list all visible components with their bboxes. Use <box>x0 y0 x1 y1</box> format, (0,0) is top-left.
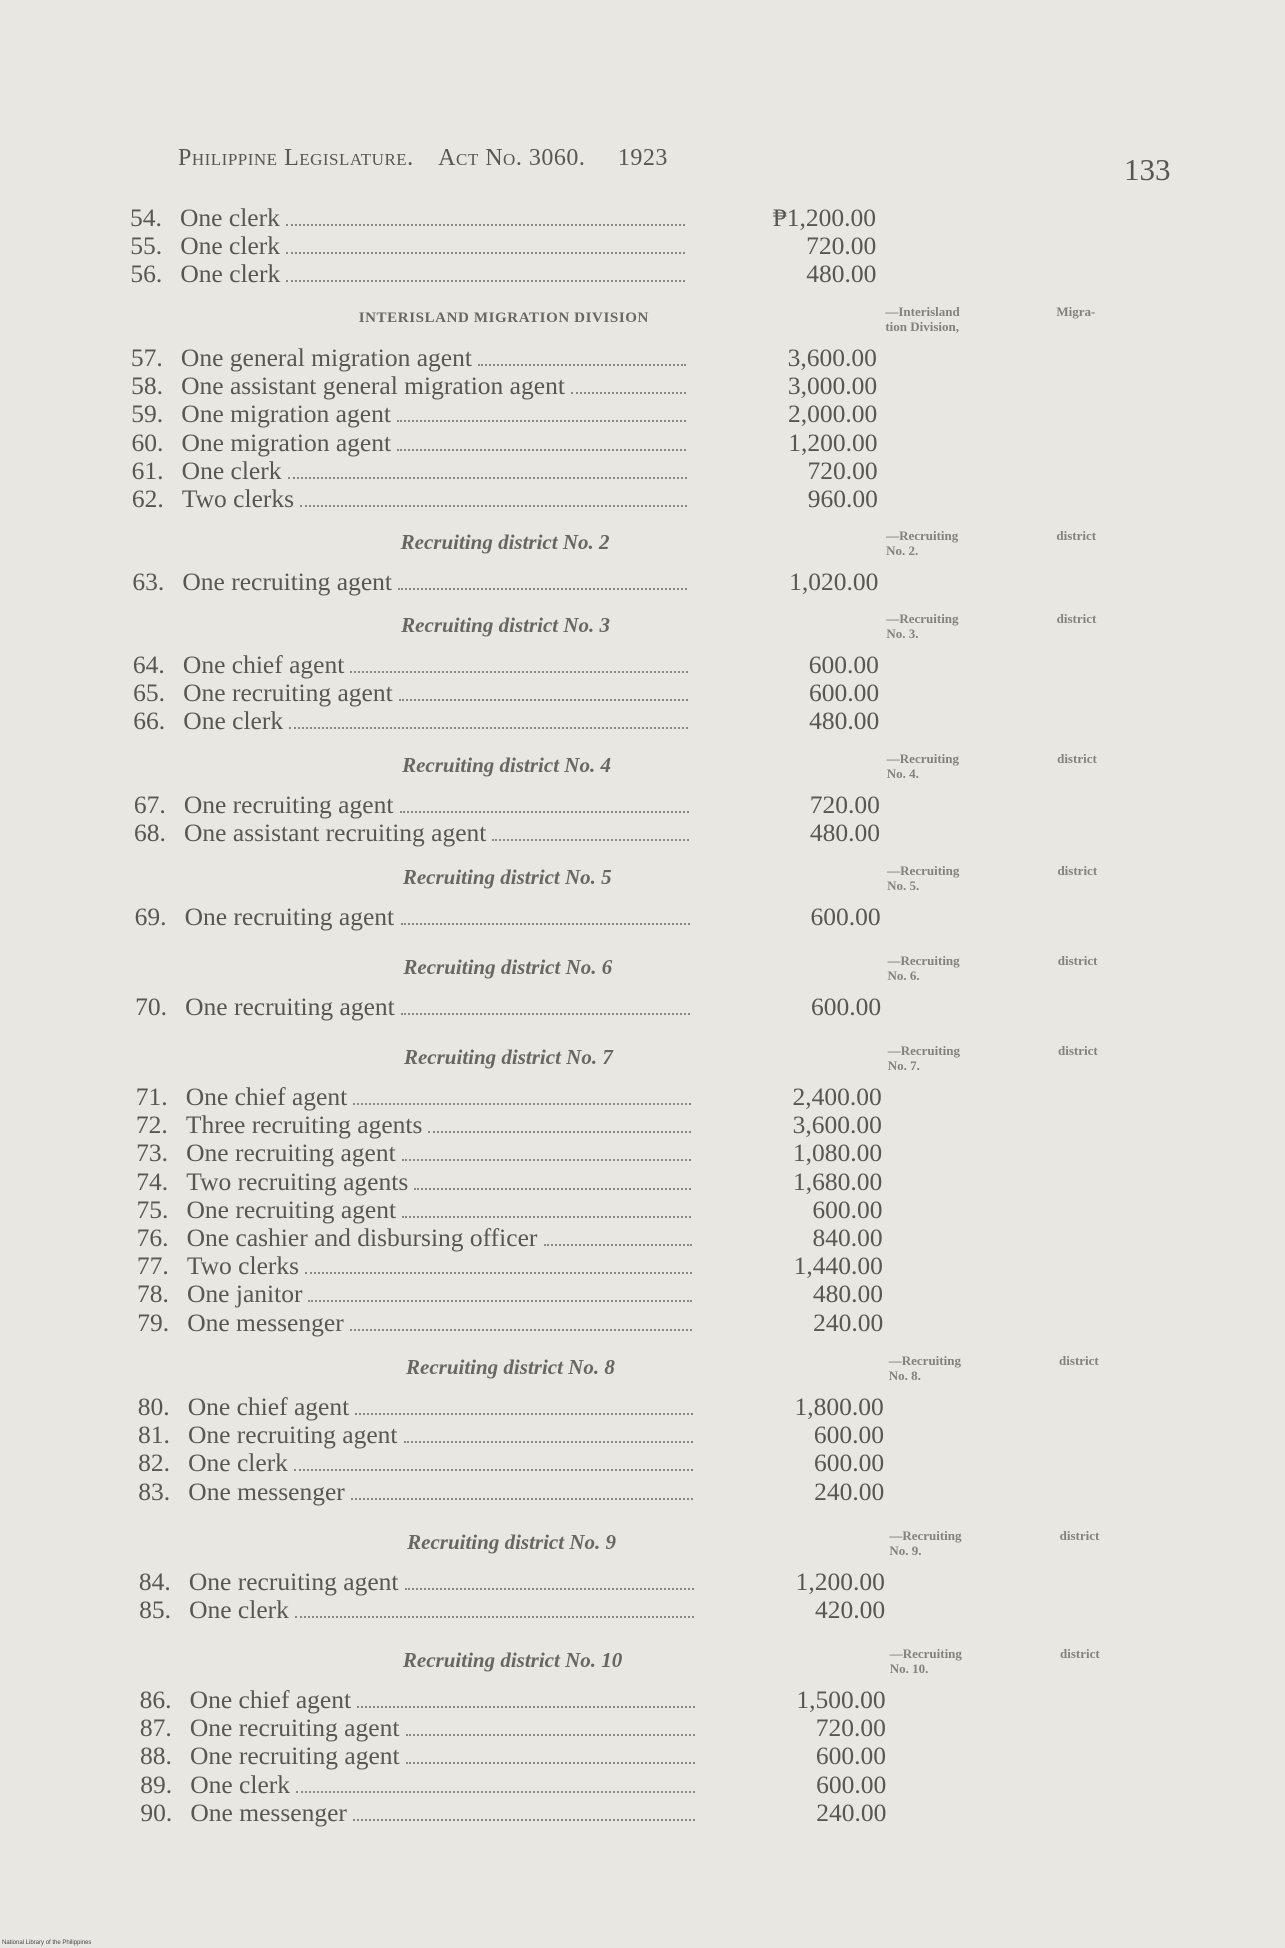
district-heading: Recruiting district No. 4 <box>402 753 611 777</box>
division-heading: INTERISLAND MIGRATION DIVISION <box>358 310 649 326</box>
margin-note-line: No. 2. <box>886 543 919 558</box>
item-amount: 1,020.00 <box>789 567 879 596</box>
item-number: 56. <box>130 259 163 289</box>
item-number: 84. <box>138 1567 171 1596</box>
margin-note <box>887 863 1097 893</box>
dot-leader <box>355 1413 693 1415</box>
item-amount: 1,680.00 <box>793 1166 883 1196</box>
list-item <box>131 400 891 428</box>
item-number: 70. <box>135 992 168 1021</box>
margin-note <box>887 751 1097 781</box>
item-amount: 2,000.00 <box>788 399 878 429</box>
item-amount: 480.00 <box>812 1279 884 1309</box>
item-amount: ₱1,200.00 <box>772 203 877 232</box>
dot-leader <box>353 1103 691 1105</box>
district-heading: Recruiting district No. 9 <box>407 1530 616 1554</box>
margin-note <box>886 528 1096 558</box>
item-amount: 600.00 <box>808 678 880 708</box>
item-number: 81. <box>137 1420 170 1450</box>
list-item <box>137 1252 897 1280</box>
dot-leader <box>398 588 687 590</box>
dot-leader <box>399 699 688 701</box>
list-item <box>130 232 890 260</box>
item-amount: 600.00 <box>816 1769 887 1799</box>
list-item <box>140 1742 900 1770</box>
dot-leader <box>353 1819 695 1821</box>
list-item <box>137 1280 897 1308</box>
item-description: Two clerks <box>186 1251 300 1281</box>
item-amount: 3,600.00 <box>792 1110 882 1140</box>
margin-note-line: —Recruiting district <box>889 1528 1100 1543</box>
item-description: One clerk <box>181 455 282 485</box>
margin-note-line: —Recruiting district <box>889 1646 1100 1661</box>
item-number: 88. <box>140 1741 172 1771</box>
item-description: One recruiting agent <box>183 790 394 819</box>
dot-leader <box>288 477 687 479</box>
item-amount: 240.00 <box>814 1476 885 1506</box>
item-amount: 1,440.00 <box>793 1251 883 1281</box>
item-amount: 840.00 <box>812 1223 883 1252</box>
list-item <box>135 993 895 1021</box>
list-item <box>134 791 894 819</box>
item-description: One recruiting agent <box>188 1567 399 1596</box>
item-description: One recruiting agent <box>182 567 392 596</box>
item-amount: 2,400.00 <box>792 1082 882 1111</box>
item-amount: 720.00 <box>806 231 877 261</box>
item-number: 69. <box>134 902 167 931</box>
list-item <box>134 819 894 847</box>
dot-leader <box>357 1706 695 1708</box>
margin-note <box>888 1043 1098 1073</box>
item-number: 86. <box>139 1685 172 1714</box>
list-item <box>132 485 892 513</box>
margin-note-line: No. 3. <box>886 626 919 641</box>
item-number: 66. <box>133 706 166 736</box>
dot-leader <box>405 1588 694 1590</box>
margin-note <box>890 1646 1100 1676</box>
dot-leader <box>294 1469 693 1471</box>
list-item <box>135 903 895 931</box>
item-description: One recruiting agent <box>185 992 395 1021</box>
item-amount: 600.00 <box>811 992 882 1021</box>
dot-leader <box>289 727 688 729</box>
item-description: One chief agent <box>182 650 345 679</box>
margin-note-line: No. 6. <box>887 968 920 983</box>
item-amount: 600.00 <box>815 1741 887 1771</box>
footer-credit: National Library of the Philippines <box>2 1940 92 1946</box>
list-item <box>131 372 891 400</box>
item-description: One chief agent <box>189 1685 352 1714</box>
margin-note-line: —Recruiting district <box>888 1353 1099 1368</box>
item-number: 79. <box>137 1307 170 1337</box>
list-item <box>132 457 892 485</box>
dot-leader <box>478 364 686 366</box>
dot-leader <box>286 280 685 282</box>
dot-leader <box>397 449 686 451</box>
item-description: One messenger <box>187 1307 344 1337</box>
list-item <box>140 1799 900 1827</box>
district-heading: Recruiting district No. 3 <box>401 613 611 637</box>
item-amount: 1,200.00 <box>788 427 878 457</box>
item-description: One recruiting agent <box>189 1713 400 1743</box>
item-amount: 1,500.00 <box>796 1685 886 1714</box>
dot-leader <box>286 224 685 226</box>
list-item <box>138 1449 898 1477</box>
dot-leader <box>402 1159 691 1161</box>
item-number: 74. <box>136 1166 169 1196</box>
act-number: Act No. 3060. <box>438 145 586 171</box>
item-amount: 720.00 <box>809 790 880 819</box>
margin-note-line: —Recruiting district <box>887 953 1098 968</box>
item-description: One general migration agent <box>180 343 472 372</box>
item-number: 68. <box>134 818 166 848</box>
list-item <box>140 1686 900 1714</box>
margin-note-line: No. 9. <box>889 1543 922 1558</box>
item-amount: 480.00 <box>809 706 880 736</box>
district-heading: Recruiting district No. 8 <box>406 1355 615 1379</box>
item-amount: 1,200.00 <box>795 1567 885 1596</box>
dot-leader <box>544 1244 692 1246</box>
item-amount: 600.00 <box>813 1420 884 1450</box>
item-description: One recruiting agent <box>187 1420 398 1450</box>
dot-leader <box>295 1616 694 1618</box>
margin-note <box>887 953 1097 983</box>
item-number: 75. <box>136 1194 169 1224</box>
item-number: 85. <box>139 1595 171 1625</box>
list-item <box>139 1568 899 1596</box>
district-heading: Recruiting district No. 10 <box>402 1648 623 1672</box>
item-description: One clerk <box>190 1769 291 1799</box>
margin-note <box>886 611 1096 641</box>
item-description: One janitor <box>187 1279 303 1309</box>
item-number: 61. <box>131 455 164 485</box>
margin-note-line: No. 4. <box>886 766 919 781</box>
list-item <box>140 1714 900 1742</box>
dot-leader <box>296 1791 695 1793</box>
item-number: 87. <box>139 1713 172 1743</box>
dot-leader <box>308 1300 692 1302</box>
item-amount: 480.00 <box>806 259 877 289</box>
item-number: 78. <box>137 1279 169 1309</box>
item-amount: 960.00 <box>807 484 878 513</box>
legislature-title: Philippine Legislature. <box>178 145 414 171</box>
item-description: One migration agent <box>181 427 392 457</box>
item-description: One recruiting agent <box>186 1194 397 1224</box>
item-number: 71. <box>135 1082 168 1111</box>
margin-note-line: —Recruiting district <box>887 1043 1098 1058</box>
item-number: 58. <box>131 371 163 401</box>
item-description: One assistant recruiting agent <box>184 818 487 848</box>
item-description: One recruiting agent <box>190 1741 400 1771</box>
item-amount: 1,080.00 <box>792 1138 883 1168</box>
list-item <box>133 707 893 735</box>
item-number: 77. <box>136 1251 169 1281</box>
item-number: 67. <box>133 790 166 819</box>
dot-leader <box>406 1734 695 1736</box>
item-amount: 480.00 <box>809 818 881 848</box>
item-description: One recruiting agent <box>183 678 393 708</box>
item-number: 76. <box>136 1223 169 1252</box>
list-item <box>137 1309 897 1337</box>
dot-leader <box>492 839 689 841</box>
dot-leader <box>351 1498 693 1500</box>
list-item <box>140 1771 900 1799</box>
list-item <box>136 1083 896 1111</box>
margin-note-line: No. 5. <box>887 878 920 893</box>
district-heading: Recruiting district No. 7 <box>403 1045 613 1069</box>
item-amount: 720.00 <box>815 1713 886 1743</box>
item-number: 65. <box>133 678 165 708</box>
item-description: Two recruiting agents <box>186 1166 409 1196</box>
item-description: Three recruiting agents <box>185 1110 423 1140</box>
item-number: 82. <box>138 1448 170 1478</box>
item-number: 73. <box>136 1138 168 1168</box>
item-amount: 3,600.00 <box>787 343 877 372</box>
list-item <box>139 1596 899 1624</box>
item-number: 60. <box>131 427 164 457</box>
list-item <box>136 1168 896 1196</box>
item-amount: 600.00 <box>813 1448 885 1478</box>
item-number: 64. <box>132 650 165 679</box>
item-number: 57. <box>130 343 163 372</box>
dot-leader <box>401 1013 690 1015</box>
dot-leader <box>404 1441 693 1443</box>
dot-leader <box>300 505 687 507</box>
margin-note-line: No. 8. <box>888 1368 921 1383</box>
item-description: One clerk <box>188 1448 288 1478</box>
item-description: One cashier and disbursing officer <box>186 1223 538 1252</box>
margin-note <box>889 1353 1099 1383</box>
margin-note-line: —Recruiting district <box>886 611 1097 626</box>
item-description: One clerk <box>180 203 280 232</box>
item-description: One clerk <box>180 259 281 289</box>
dot-leader <box>350 671 688 673</box>
list-item <box>136 1196 896 1224</box>
item-number: 55. <box>130 231 163 261</box>
margin-note-line: —Recruiting district <box>886 751 1097 766</box>
dot-leader <box>397 420 686 422</box>
dot-leader <box>350 1329 692 1331</box>
list-item <box>138 1393 898 1421</box>
margin-note <box>885 304 1095 334</box>
item-description: One clerk <box>183 706 284 736</box>
list-item <box>138 1421 898 1449</box>
list-item <box>130 204 890 232</box>
dot-leader <box>402 1216 691 1218</box>
running-head <box>178 145 668 172</box>
item-number: 83. <box>138 1476 171 1506</box>
item-number: 90. <box>140 1797 173 1827</box>
item-description: One assistant general migration agent <box>181 371 565 401</box>
dot-leader <box>571 392 686 394</box>
item-description: One messenger <box>188 1476 345 1506</box>
district-heading: Recruiting district No. 5 <box>402 865 612 889</box>
item-description: Two clerks <box>181 484 295 513</box>
item-number: 54. <box>130 203 162 232</box>
item-amount: 3,000.00 <box>787 371 878 401</box>
district-heading: Recruiting district No. 6 <box>403 955 613 979</box>
margin-note-line: —Recruiting district <box>887 863 1098 878</box>
district-heading: Recruiting district No. 2 <box>400 530 610 554</box>
item-number: 63. <box>132 567 165 596</box>
margin-note-line: No. 10. <box>889 1661 929 1676</box>
item-amount: 1,800.00 <box>794 1392 884 1421</box>
list-item <box>132 568 892 596</box>
item-amount: 600.00 <box>812 1194 883 1224</box>
margin-note-line: tion Division, <box>885 319 960 334</box>
item-number: 72. <box>135 1110 168 1140</box>
list-item <box>133 651 893 679</box>
list-item <box>138 1478 898 1506</box>
list-item <box>136 1111 896 1139</box>
margin-note <box>889 1528 1099 1558</box>
item-amount: 240.00 <box>813 1307 884 1337</box>
list-item <box>137 1224 897 1252</box>
item-amount: 240.00 <box>816 1797 887 1827</box>
item-number: 59. <box>131 399 164 429</box>
item-number: 80. <box>137 1392 170 1421</box>
item-description: One clerk <box>189 1595 289 1625</box>
item-amount: 600.00 <box>808 650 879 679</box>
dot-leader <box>400 811 689 813</box>
page-number: 133 <box>1124 152 1171 187</box>
item-amount: 720.00 <box>807 455 878 485</box>
item-number: 62. <box>131 484 164 513</box>
item-description: One recruiting agent <box>186 1138 396 1168</box>
item-amount: 420.00 <box>814 1595 886 1625</box>
dot-leader <box>428 1131 691 1133</box>
list-item <box>133 679 893 707</box>
item-description: One chief agent <box>185 1082 348 1111</box>
item-amount: 600.00 <box>810 902 881 931</box>
dot-leader <box>401 923 690 925</box>
dot-leader <box>286 252 685 254</box>
dot-leader <box>414 1188 691 1190</box>
list-item <box>131 429 891 457</box>
list-item <box>130 260 890 288</box>
item-description: One recruiting agent <box>184 902 395 931</box>
item-description: One clerk <box>180 231 281 261</box>
dot-leader <box>406 1762 695 1764</box>
dot-leader <box>305 1272 692 1274</box>
list-item <box>136 1139 896 1167</box>
act-year: 1923 <box>617 145 668 171</box>
item-description: One messenger <box>190 1797 347 1827</box>
item-description: One chief agent <box>187 1392 350 1421</box>
margin-note-line: No. 7. <box>887 1058 920 1073</box>
margin-note-line: —Recruiting district <box>886 528 1097 543</box>
item-number: 89. <box>140 1769 173 1799</box>
list-item <box>131 344 891 372</box>
item-description: One migration agent <box>181 399 391 429</box>
margin-note-line: —Interisland Migra- <box>885 304 1096 319</box>
